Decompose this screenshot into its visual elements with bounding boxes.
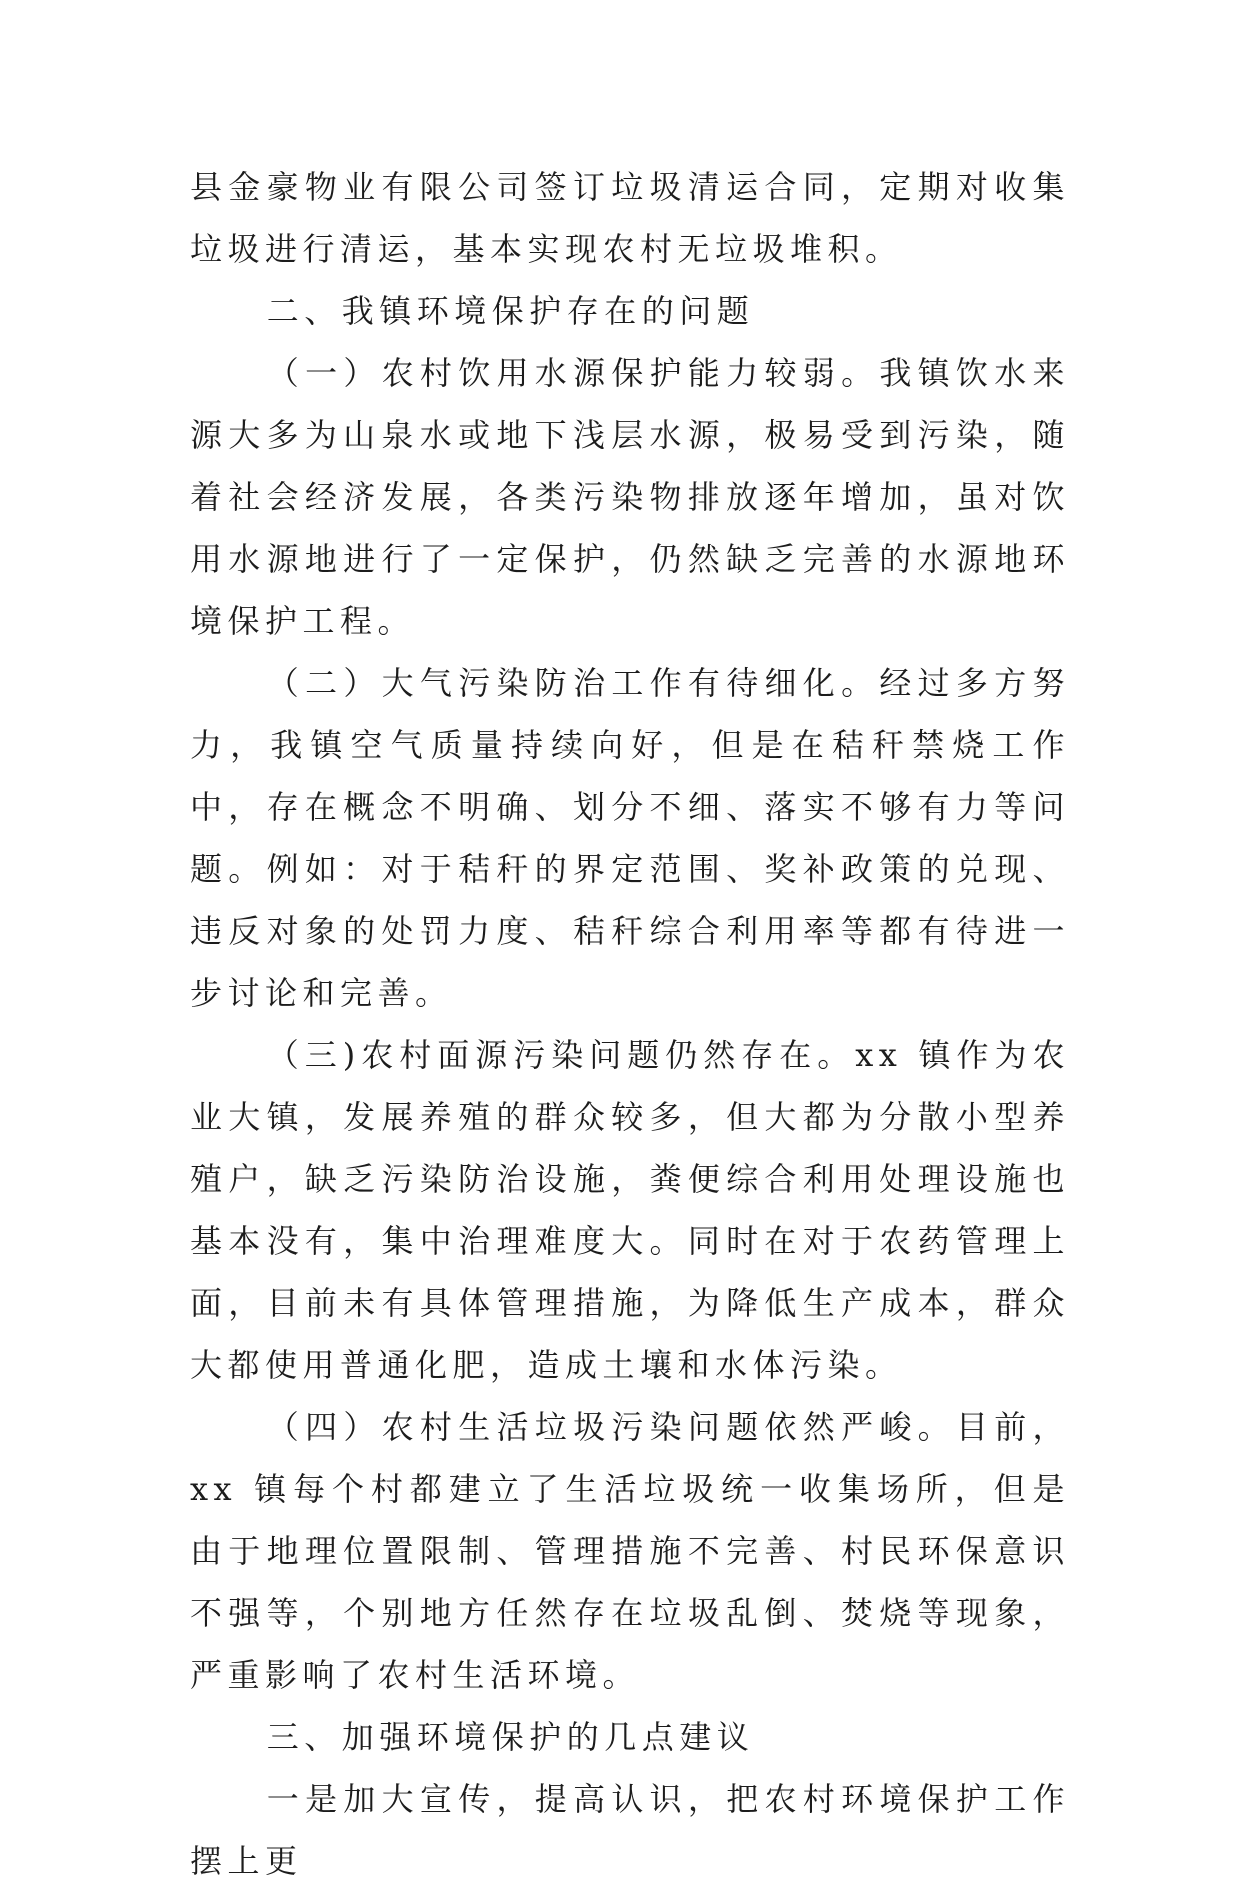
paragraph-suggestion-1: 一是加大宣传，提高认识，把农村环境保护工作摆上更: [190, 1780, 1070, 1880]
section-heading-2: 二、我镇环境保护存在的问题: [266, 292, 755, 330]
paragraph-issue-1: （一）农村饮用水源保护能力较弱。我镇饮水来源大多为山泉水或地下浅层水源，极易受到污染，随着社会经济发展，各类污染物排放逐年增加，虽对饮用水源地进行了一定保护，仍然缺乏完善的水源地环境保护工程。: [190, 354, 1070, 640]
paragraph-1: 县金豪物业有限公司签订垃圾清运合同，定期对收集垃圾进行清运，基本实现农村无垃圾堆积。: [190, 168, 1070, 268]
paragraph-issue-4: （四）农村生活垃圾污染问题依然严峻。目前，xx 镇每个村都建立了生活垃圾统一收集场所，但是由于地理位置限制、管理措施不完善、村民环保意识不强等，个别地方任然存在垃圾乱倒、焚烧等现象，严重影响了农村生活环境。: [190, 1408, 1070, 1694]
section-heading-3: 三、加强环境保护的几点建议: [266, 1718, 755, 1756]
paragraph-issue-2: （二）大气污染防治工作有待细化。经过多方努力，我镇空气质量持续向好，但是在秸秆禁烧工作中，存在概念不明确、划分不细、落实不够有力等问题。例如：对于秸秆的界定范围、奖补政策的兑现、违反对象的处罚力度、秸秆综合利用率等都有待进一步讨论和完善。: [190, 664, 1070, 1012]
paragraph-issue-3: （三)农村面源污染问题仍然存在。xx 镇作为农业大镇，发展养殖的群众较多，但大都为分散小型养殖户，缺乏污染防治设施，粪便综合利用处理设施也基本没有，集中治理难度大。同时在对于农药管理上面，目前未有具体管理措施，为降低生产成本，群众大都使用普通化肥，造成土壤和水体污染。: [190, 1036, 1070, 1384]
document-body: [190, 156, 1070, 1892]
